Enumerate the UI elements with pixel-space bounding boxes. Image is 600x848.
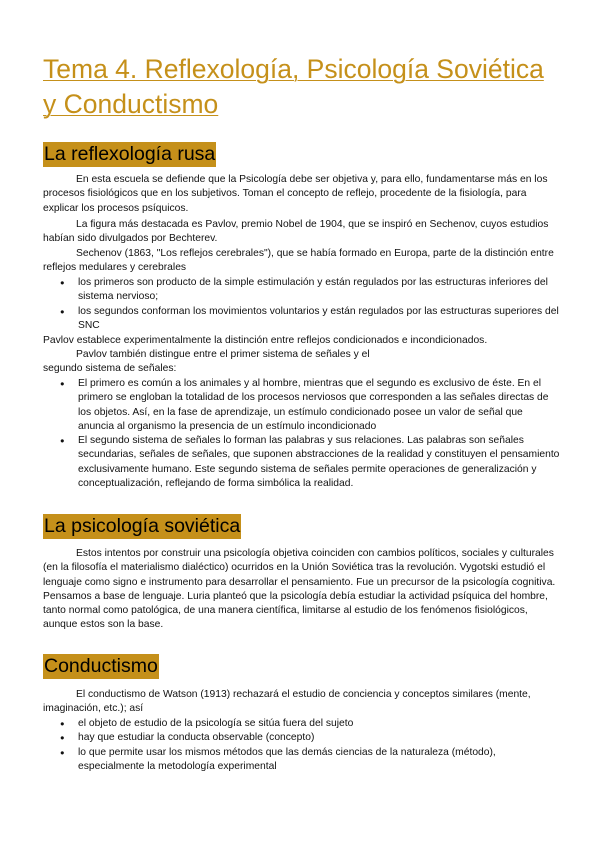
reflexologia-paragraph-4: Pavlov establece experimentalmente la distinción entre reflejos condicionados e incondicionados. (43, 335, 488, 346)
conductismo-paragraph-1: El conductismo de Watson (1913) rechazará el estudio de conciencia y conceptos similares (mente, imaginación, etc.); así (43, 689, 531, 715)
section-heading-reflexologia: La reflexología rusa (44, 143, 216, 165)
list-item: ● el objeto de estudio de la psicología se sitúa fuera del sujeto (0, 717, 560, 731)
conductismo-bullets (0, 717, 560, 774)
reflexologia-paragraph-3: Sechenov (1863, "Los reflejos cerebrales"), que se había formado en Europa, parte de la distinción entre reflejos medulares y cerebrales (43, 248, 554, 274)
list-item: ● El primero es común a los animales y al hombre, mientras que el segundo es exclusivo de éste. En el primero se engloban la totalidad de los procesos nerviosos que corresponden a las señales directas de los objetos. Así, en la fase de aprendizaje, un estímulo condicionado posee un valor de señal que anuncia al organismo la presencia de un estímulo incondicionado (0, 377, 560, 434)
reflexologia-paragraph-5: Pavlov también distingue entre el primer sistema de señales y el segundo sistema de señales: (43, 349, 370, 375)
reflexologia-bullets-1 (0, 276, 560, 333)
reflexologia-paragraph-1: En esta escuela se defiende que la Psicología debe ser objetiva y, para ello, fundamentarse más en los procesos fisiológicos que en los subjetivos. Toman el concepto de reflejo, procedente de la fisiología, para explicar los procesos psíquicos. (43, 174, 548, 214)
reflexologia-bullets-2 (0, 377, 560, 491)
list-item: ● hay que estudiar la conducta observable (concepto) (0, 731, 560, 745)
section-heading-sovietica: La psicología soviética (44, 515, 241, 537)
list-item: ● El segundo sistema de señales lo forman las palabras y sus relaciones. Las palabras son señales secundarias, señales de señales, que suponen abstracciones de la realidad y constituyen el pensamiento exclusivamente humano. Este segundo sistema de señales permite operaciones de generalización y conceptualización, reflejando de forma simbólica la realidad. (0, 434, 560, 491)
reflexologia-paragraph-2: La figura más destacada es Pavlov, premio Nobel de 1904, que se inspiró en Sechenov, cuyos estudios habían sido divulgados por Bechterev. (43, 219, 549, 245)
list-item: ● los segundos conforman los movimientos voluntarios y están regulados por las estructuras superiores del SNC (0, 305, 560, 334)
list-item: ● los primeros son producto de la simple estimulación y están regulados por las estructuras inferiores del sistema nervioso; (0, 276, 560, 305)
section-heading-conductismo: Conductismo (44, 655, 158, 677)
list-item: ● lo que permite usar los mismos métodos que las demás ciencias de la naturaleza (método), especialmente la metodología experimental (0, 746, 560, 775)
sovietica-paragraph-1: Estos intentos por construir una psicología objetiva coinciden con cambios políticos, sociales y culturales (en la filosofía el materialismo dialéctico) ocurridos en la Unión Soviética tras la revolución. Vygotski estudió el lenguaje como signo e instrumento para desarrollar el pensamiento. Fue un precursor de la psicología cognitiva. Pensamos a base de lenguaje. Luria planteó que la psicología debía estudiar la actividad psíquica del hombre, tanto normal como patológica, de una manera científica, limitarse al estudio de los fenómenos fisiológicos, aunque estos son la base. (43, 548, 556, 631)
document-title: Tema 4. Reflexología, Psicología Soviética y Conductismo (43, 54, 544, 119)
